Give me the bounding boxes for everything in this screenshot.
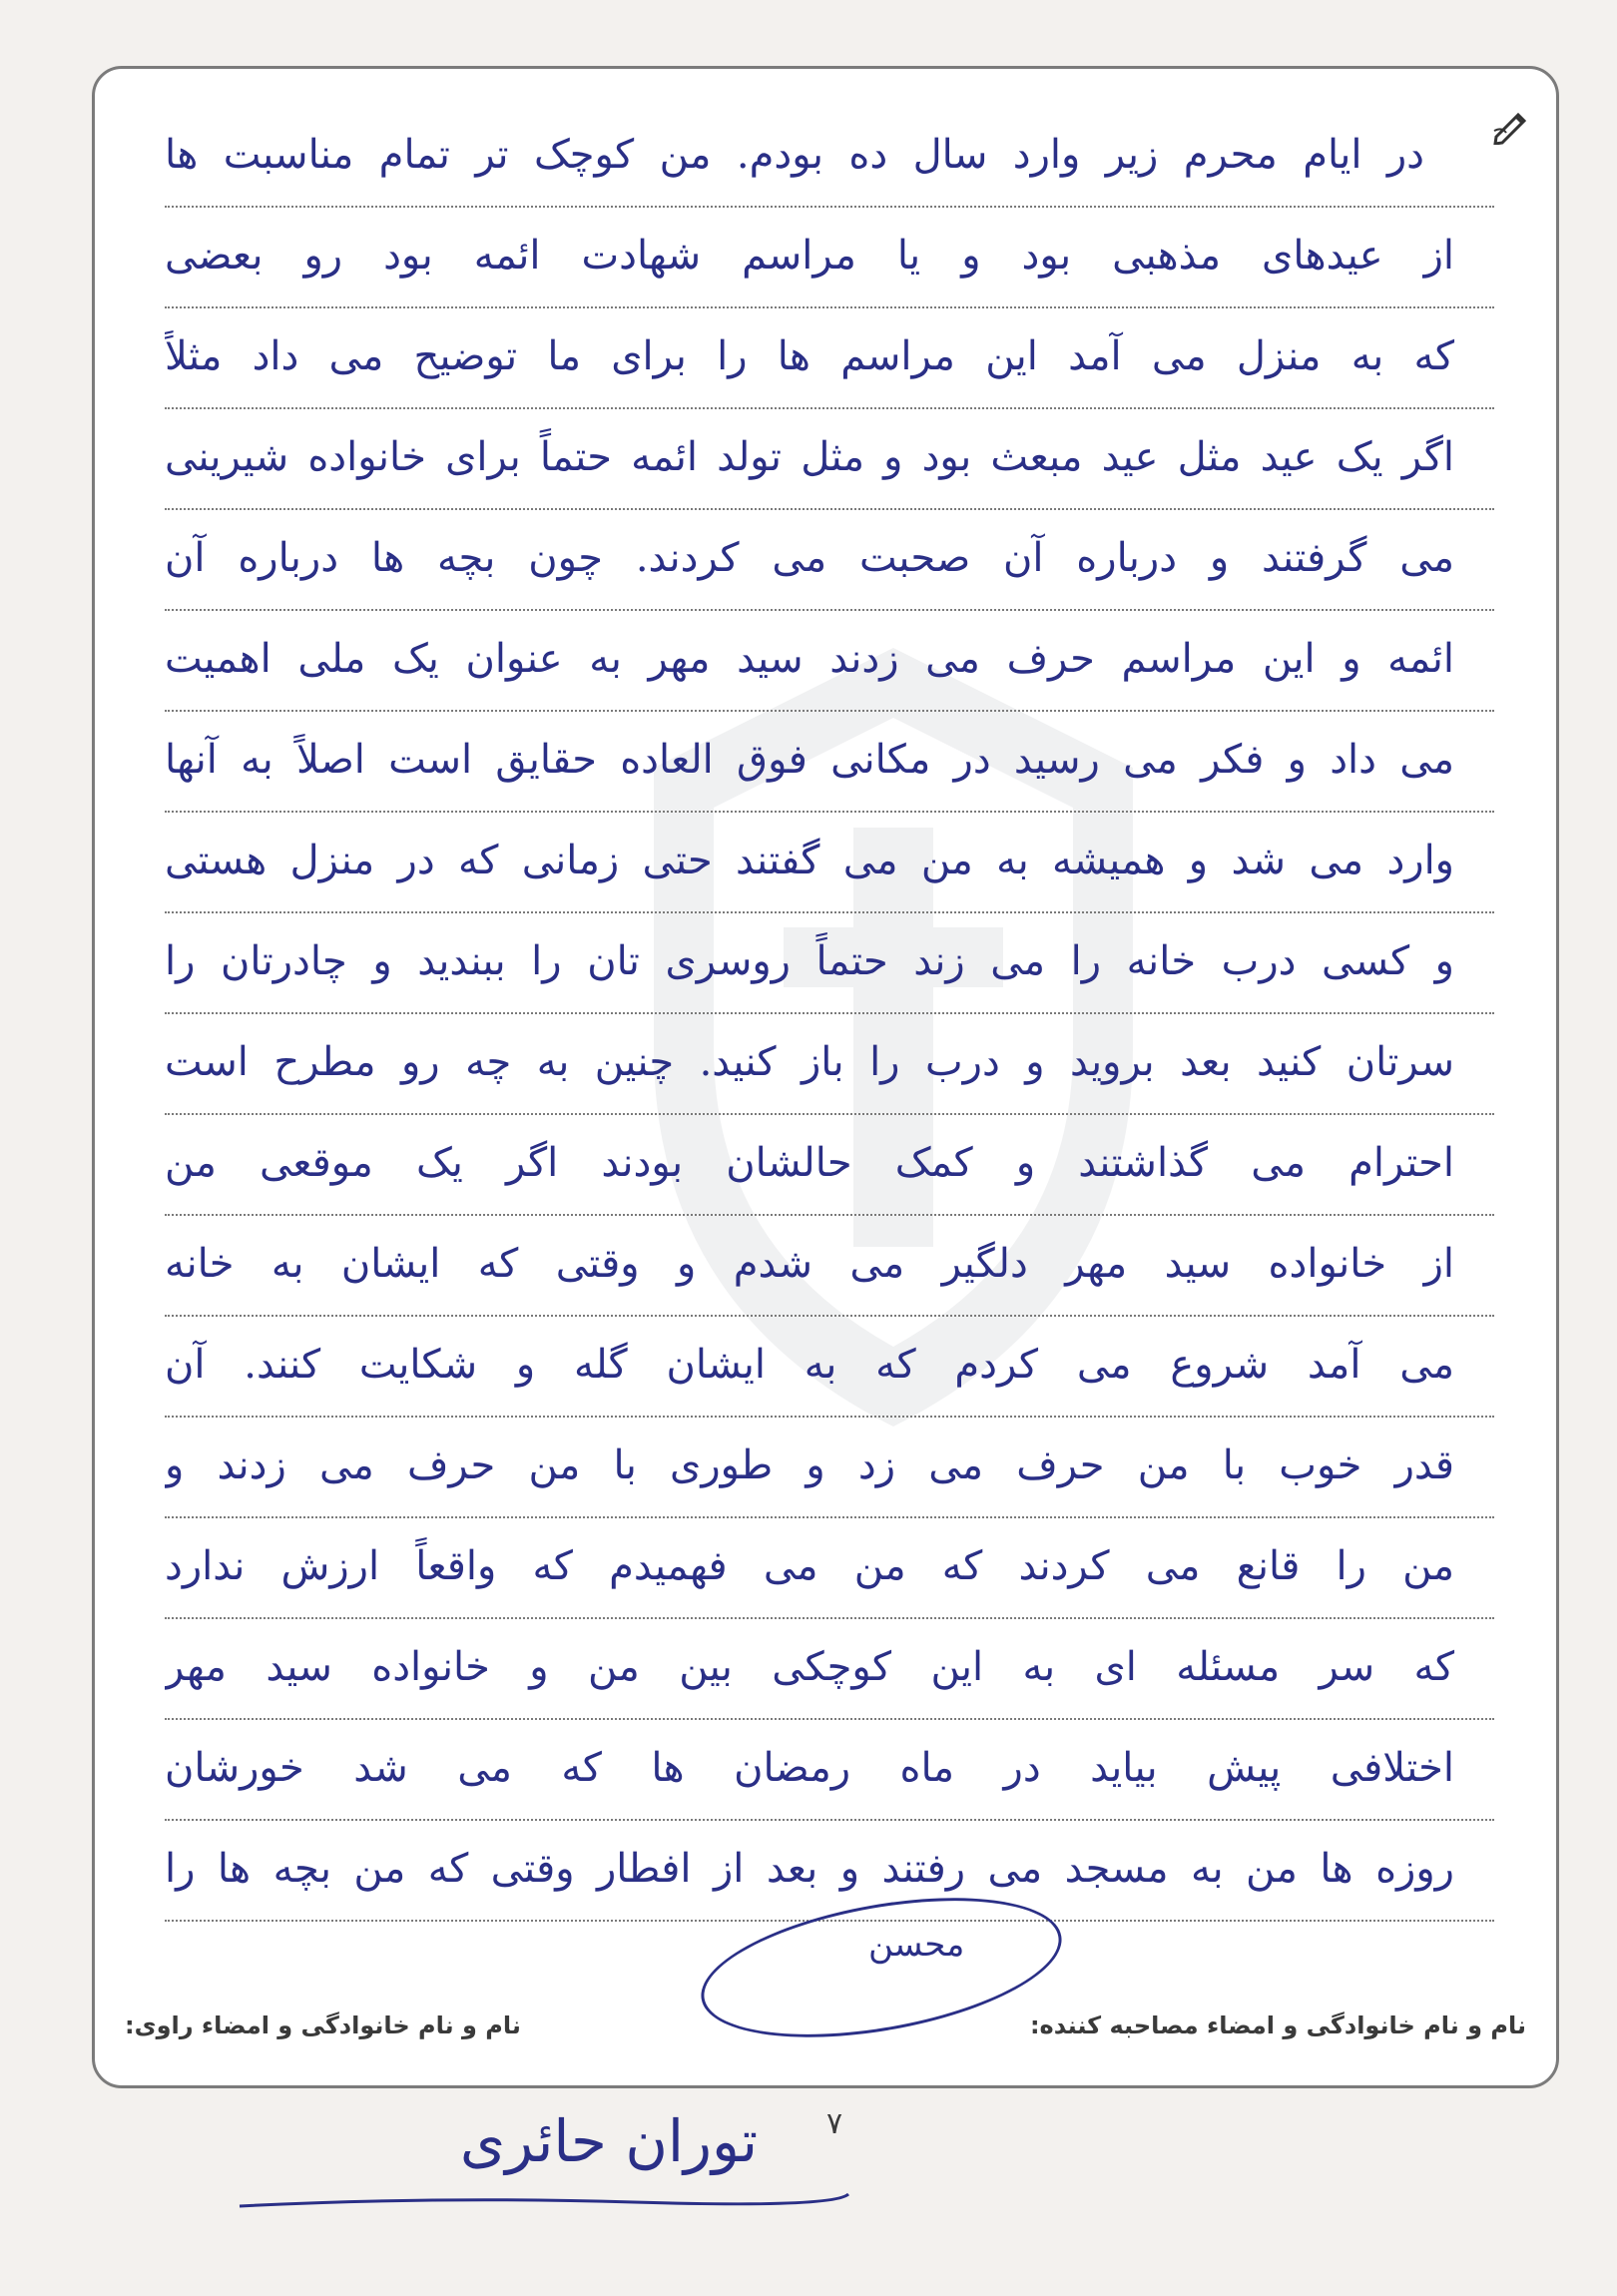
handwritten-lines — [165, 107, 1494, 1922]
signature-underline — [235, 2176, 853, 2216]
text-line: که به منزل می آمد این مراسم ها را برای ما توضیح می داد مثلاً — [165, 308, 1494, 409]
narrator-label: نام و نام خانوادگی و امضاء راوی: — [125, 2011, 521, 2039]
text-line: و کسی درب خانه را می زند حتماً روسری تان را ببندید و چادرتان را — [165, 913, 1494, 1014]
text-line: اگر یک عید مثل عید مبعث بود و مثل تولد ائمه حتماً برای خانواده شیرینی — [165, 409, 1494, 510]
text-line: سرتان کنید بعد بروید و درب را باز کنید. چنین به چه رو مطرح است — [165, 1014, 1494, 1115]
text-line: اختلافی پیش بیاید در ماه رمضان ها که می شد خورشان — [165, 1720, 1494, 1821]
text-line: در ایام محرم زیر وارد سال ده بودم. من کوچک تر تمام مناسبت ها — [165, 107, 1494, 208]
text-line: از عیدهای مذهبی بود و یا مراسم شهادت ائمه بود رو بعضی — [165, 208, 1494, 308]
text-line: من را قانع می کردند که من می فهمیدم که واقعاً ارزش ندارد — [165, 1518, 1494, 1619]
text-line: ائمه و این مراسم حرف می زدند سید مهر به عنوان یک ملی اهمیت — [165, 611, 1494, 712]
text-line: می گرفتند و درباره آن صحبت می کردند. چون بچه ها درباره آن — [165, 510, 1494, 611]
notebook-page — [92, 66, 1559, 2088]
page-number: ۷ — [826, 2106, 843, 2141]
text-line: می داد و فکر می رسید در مکانی فوق العاده حقایق است اصلاً به آنها — [165, 712, 1494, 813]
interviewer-signature: محسن — [868, 1925, 965, 1965]
narrator-signature: توران حائری — [459, 2107, 759, 2175]
interviewer-label: نام و نام خانوادگی و امضاء مصاحبه کننده: — [1029, 2011, 1526, 2039]
text-line: روزه ها من به مسجد می رفتند و بعد از افطار وقتی که من بچه ها را — [165, 1821, 1494, 1922]
text-line: از خانواده سید مهر دلگیر می شدم و وقتی که ایشان به خانه — [165, 1216, 1494, 1317]
text-line: وارد می شد و همیشه به من می گفتند حتی زمانی که در منزل هستی — [165, 813, 1494, 913]
text-line: که سر مسئله ای به این کوچکی بین من و خانواده سید مهر — [165, 1619, 1494, 1720]
text-line: می آمد شروع می کردم که به ایشان گله و شکایت کنند. آن — [165, 1317, 1494, 1418]
text-line: قدر خوب با من حرف می زد و طوری با من حرف می زدند و — [165, 1418, 1494, 1518]
text-line: احترام می گذاشتند و کمک حالشان بودند اگر یک موقعی من — [165, 1115, 1494, 1216]
pen-icon — [1492, 107, 1530, 145]
